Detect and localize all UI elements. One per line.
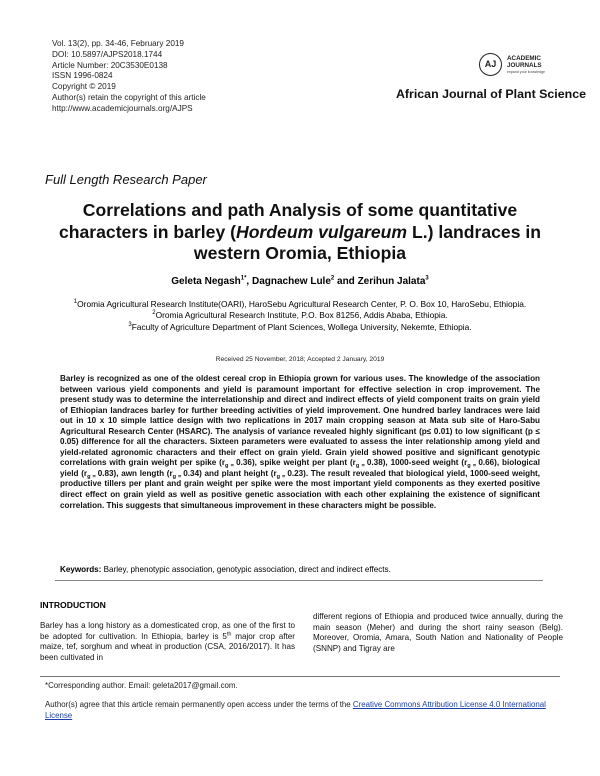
body-text: Barley has a long history as a domesticated crop, as one of the first to be adopted for cultivation. In Ethiopia, barley is 5 <box>40 621 295 641</box>
author-3-mark: 3 <box>425 275 429 282</box>
affiliation-number: 1 <box>73 299 78 306</box>
title-part-1: Correlations and path Analysis of some quantitative characters in barley ( <box>58 200 518 242</box>
affiliation-3 <box>48 322 552 333</box>
logo-line-1: ACADEMIC <box>507 55 541 62</box>
body-text: major crop after maize, tef, sorghum and wheat in production (CSA, 2016/2017). It has been cultivated in <box>40 631 295 662</box>
abstract-text: 0.66), biological yield (r <box>60 458 540 478</box>
author-list <box>40 276 560 287</box>
logo-wordmark <box>507 55 542 70</box>
author-2: Dagnachew Lule <box>251 276 331 287</box>
subscript: g = <box>355 463 367 470</box>
title-species: Hordeum vulgareum <box>235 221 408 242</box>
keywords <box>60 565 540 574</box>
subscript: g = <box>87 473 98 480</box>
body-column-left <box>40 621 295 663</box>
abstract-text: 0.38), 1000-seed weight (r <box>366 458 468 468</box>
subscript: g = <box>467 463 479 470</box>
subscript: g = <box>172 473 184 480</box>
keywords-label: Keywords: <box>60 565 102 574</box>
author-separator: , <box>246 276 252 287</box>
abstract <box>60 374 540 511</box>
paper-title <box>40 200 560 265</box>
keywords-text: Barley, phenotypic association, genotypic association, direct and indirect effects. <box>101 565 391 574</box>
author-3: Zerihun Jalata <box>357 276 426 287</box>
article-metadata <box>52 39 282 115</box>
logo-line-2: JOURNALS <box>507 62 542 70</box>
abstract-text: 0.83), awn length (r <box>97 468 173 478</box>
abstract-text: 0.34) and plant height (r <box>183 468 277 478</box>
affiliation-number: 2 <box>152 310 156 317</box>
footnote-divider <box>40 676 560 677</box>
logo-tagline: expand your knowledge <box>507 70 545 74</box>
academic-journals-logo <box>479 53 583 83</box>
author-1-mark: 1* <box>240 275 247 282</box>
abstract-text: 0.36), spike weight per plant (r <box>236 458 356 468</box>
copyright-line: Copyright © 2019 <box>52 82 116 92</box>
affiliation-text: Faculty of Agriculture Department of Plant Sciences, Wollega University, Nekemte, Ethiopia. <box>131 321 472 332</box>
affiliations <box>48 299 552 333</box>
rights-line: Author(s) retain the copyright of this article <box>52 92 206 102</box>
paper-type: Full Length Research Paper <box>45 172 207 187</box>
license-notice <box>45 700 560 721</box>
title-part-2: L.) landraces in western Oromia, Ethiopia <box>193 221 542 263</box>
author-separator: and <box>334 276 358 287</box>
affiliation-text: Oromia Agricultural Research Institute(OARI), HaroSebu Agricultural Research Center, P. O. Box 10, HaroSebu, Ethiopia. <box>77 299 527 309</box>
author-1: Geleta Negash <box>171 276 241 287</box>
affiliation-2 <box>48 310 552 321</box>
affiliation-text: Oromia Agricultural Research Institute, P.O. Box 81256, Addis Ababa, Ethiopia. <box>155 310 448 321</box>
issn-line: ISSN 1996-0824 <box>52 71 113 81</box>
body-column-right: different regions of Ethiopia and produced twice annually, during the main season (Meher) and during the short rainy season (Belg). Moreover, Oromia, Amara, South Nation and Nationality of People (SNNP) and Tigray are <box>313 612 563 653</box>
affiliation-1 <box>48 299 552 310</box>
license-text: Author(s) agree that this article remain permanently open access under the terms of the <box>45 700 353 709</box>
citation-line: Vol. 13(2), pp. 34-46, February 2019 <box>52 39 184 48</box>
aj-logo-icon: AJ <box>479 53 502 76</box>
doi-line: DOI: 10.5897/AJPS2018.1744 <box>52 49 163 59</box>
abstract-text: 0.23). The result revealed that biological yield, 1000-seed weight, productive tillers per plant and grain weight per spike were the most important yield components as they exerted positive direct effect on grain yield as well as positive genetic association with each other explaining the existence of significant correlation. This suggests that simultaneous improvement in these characters might be possible. <box>60 468 541 510</box>
divider <box>55 580 543 581</box>
abstract-text: Barley is recognized as one of the oldest cereal crop in Ethiopia grown for various uses. The knowledge of the association between various yield components and yield is paramount important for effective selection in crop improvement. The present study was to determine the interrelationship and direct and indirect effects of yield component traits on grain yield of Ethiopian landraces barley for further breeding activities of yield improvement. One hundred barley landraces were laid out in 10 x 10 simple lattice design with two replications in 2017 main cropping season at Mata sub site of Haro-Sabu Agricultural Research Center (HSARC). The analysis of variance revealed highly significant (p≤ 0.01) to low significant (p ≤ 0.05) difference for all the characters. Sixteen parameters were evaluated to assess the inter relationship among yield and yield-related agronomic characters and their effect on grain yield. Grain yield showed positive and significant genotypic correlations with grain weight per spike (r <box>60 374 540 468</box>
affiliation-number: 3 <box>128 321 132 328</box>
article-number-line: Article Number: 20C3530E0138 <box>52 60 168 70</box>
section-heading-introduction: INTRODUCTION <box>40 600 106 610</box>
journal-url[interactable]: http://www.academicjournals.org/AJPS <box>52 103 193 113</box>
superscript: th <box>226 630 232 637</box>
author-2-mark: 2 <box>330 275 335 282</box>
corresponding-author: *Corresponding author. Email: geleta2017@gmail.com. <box>45 681 238 690</box>
subscript: g = <box>276 473 288 480</box>
journal-name: African Journal of Plant Science <box>395 87 586 101</box>
license-link[interactable]: Creative Commons Attribution License 4.0 International License <box>45 700 546 720</box>
subscript: g = <box>225 463 237 470</box>
received-dates: Received 25 November, 2018; Accepted 2 January, 2019 <box>215 356 385 363</box>
